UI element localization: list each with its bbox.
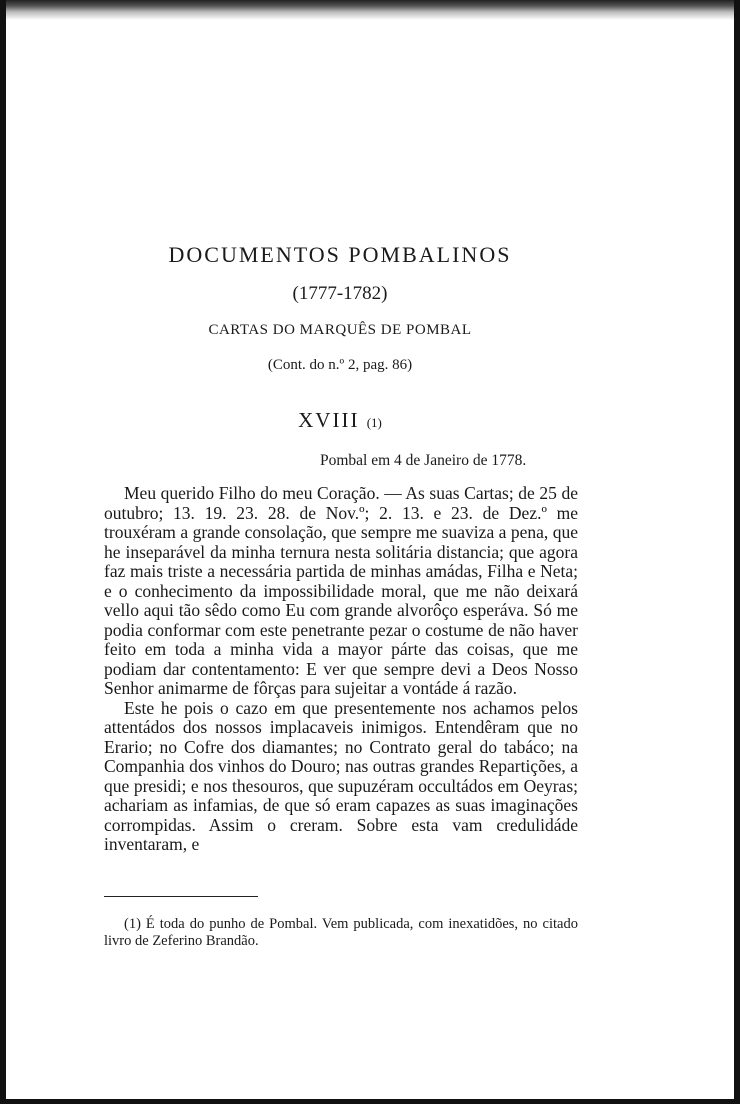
footnote-reference: (1) [366, 415, 382, 430]
years-range: (1777-1782) [292, 283, 388, 304]
scan-edge-right [734, 0, 740, 1104]
footnote: (1) É toda do punho de Pombal. Vem publicada, com inexatidões, no citado livro de Zeferino Brandão. [104, 916, 578, 949]
letter-body [104, 484, 578, 855]
scan-edge-left [0, 0, 6, 1104]
letter-dateline: Pombal em 4 de Janeiro de 1778. [320, 452, 527, 469]
section-subtitle: CARTAS DO MARQUÊS DE POMBAL [208, 322, 472, 338]
scan-edge-top [0, 0, 740, 20]
paragraph: Meu querido Filho do meu Coração. — As suas Cartas; de 25 de outubro; 13. 19. 23. 28. de Nov.º; 2. 13. e 23. de Dez.º me trouxéram a grande consolação, que sempre me suaviza a pena, que he inseparável da minha ternura nesta solitária distancia; que agora faz mais triste a necessária partida de minhas amádas, Filha e Neta; e o conhecimento da impossibilidade moral, que me não deixará vello aqui tão sêdo como Eu com grande alvorôço esperáva. Só me podia conformar com este penetrante pezar o costume de não haver feito em toda a minha vida a mayor párte das coisas, que me podiam dar contentamento: E ver que sempre devi a Deos Nosso Senhor animarme de fôrças para sujeitar a vontáde á razão. [104, 483, 578, 698]
paragraph: Este he pois o cazo em que presentemente nos achamos pelos attentádos dos nossos implacaveis inimigos. Entendêram que no Erario; no Cofre dos diamantes; no Contrato geral do tabáco; na Companhia dos vinhos do Douro; nas outras grandes Repartições, a que presidi; e nos thesouros, que supuzéram occultádos em Oeyras; achariam as infamias, de que só eram capazes as suas imaginações corrompidas. Assim o creram. Sobre esta vam credulidáde inventaram, e [104, 697, 578, 854]
footnote-divider [104, 896, 258, 897]
page-title: DOCUMENTOS POMBALINOS [168, 242, 512, 267]
scan-edge-bottom [0, 1099, 740, 1104]
letter-number: XVIII [298, 408, 360, 432]
letter-number-heading [0, 408, 680, 433]
continuation-note: (Cont. do n.º 2, pag. 86) [267, 357, 413, 373]
